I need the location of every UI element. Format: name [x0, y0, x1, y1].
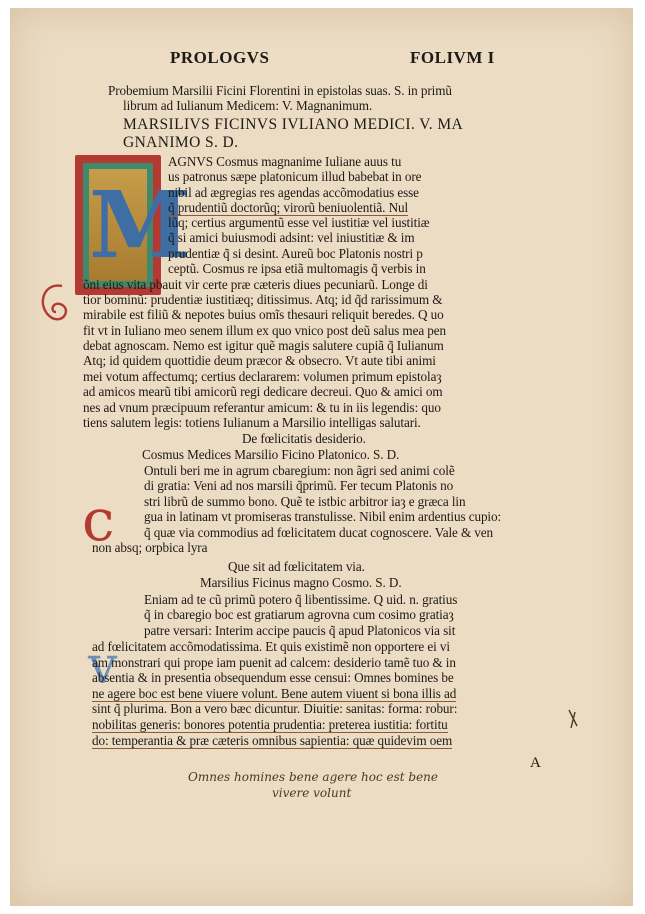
text-line-17: debat agnoscam. Nemo est igitur quẽ magis salutere cupiã q̃ Iulianum: [83, 338, 444, 353]
text-line-16: fit vt in Iuliano meo senem illum ex quo vnico post deũ salus mea pen: [83, 323, 447, 338]
red-flourish-ornament: [32, 278, 76, 328]
text-line-42: do: temperantia & præ cæteris omnibus sapientia: quæ quidevim oem: [92, 733, 453, 748]
text-line-19: mei votum affectumq; certius declararem: volumen primum epistolaȝ: [83, 369, 442, 384]
running-head-left: PROLOGVS: [170, 48, 270, 67]
initial-letter-m: M: [89, 171, 191, 279]
text-line-21: nes ad vnum præcipuum referantur amicum: & tu in iis legendis: quo: [83, 400, 441, 415]
red-initial-c: c: [82, 486, 115, 554]
blue-initial-v: v: [88, 636, 118, 696]
text-line-15: mirabile est filiũ & nepotes buius omĩs thesauri reliquit beredes. Q uo: [83, 307, 444, 322]
text-line-5: AGNVS Cosmus magnanime Iuliane auus tu: [168, 154, 402, 169]
text-line-22: tiens salutem legis: totiens Iulianum a Marsilio intelligas salutari.: [83, 415, 421, 430]
text-line-33: Eniam ad te cũ primũ potero q̃ libentissime. Q uid. n. gratius: [144, 592, 458, 607]
text-line-35: patre versari: Interim accipe paucis q̃ apud Platonicos via sit: [144, 623, 456, 638]
text-line-36: ad fœlicitatem accõmodatissima. Et quis existimẽ non opportere ei vi: [92, 639, 450, 654]
text-line-3: MARSILIVS FICINVS IVLIANO MEDICI. V. MA: [123, 116, 464, 133]
text-line-23: De fœlicitatis desiderio.: [242, 431, 366, 446]
margin-pen-mark: [565, 706, 585, 736]
text-line-14: tior bominũ: prudentiæ iustitiæq; ditissimus. Atq; id q̃d rarissimum &: [83, 292, 443, 307]
text-line-13: õni eius vita pbauit vir certe præ cæteris diues pecuniarũ. Longe di: [83, 277, 428, 292]
text-line-37: am monstrari qui prope iam puenit ad calcem: desiderio tamẽ tuo & in: [92, 655, 456, 670]
text-line-29: q̃ quæ via commodius ad fœlicitatem ducat cognoscere. Vale & ven: [144, 525, 494, 540]
text-line-41: nobilitas generis: bonores potentia prudentia: preterea iustitia: fortitu: [92, 717, 448, 732]
text-line-2: librum ad Iulianum Medicem: V. Magnanimum.: [123, 98, 373, 113]
text-line-6: us patronus sæpe platonicum illud babebat in ore: [168, 169, 422, 184]
text-line-30: non absq; orpbica lyra: [92, 540, 208, 555]
text-line-40: sint q̃ plurima. Bon a vero bæc dicuntur. Diuitie: sanitas: forma: robur:: [92, 701, 458, 716]
text-line-28: gua in latinam vt promiseras transtulisse. Nibil enim ardentius cupio:: [144, 509, 502, 524]
running-head-right: FOLIVM I: [410, 48, 495, 67]
text-line-39: ne agere boc est bene viuere volunt. Bene autem viuent si bona illis ad: [92, 686, 457, 701]
text-line-20: ad amicos mearũ tibi amicorũ regi dedicare decreui. Quo & amici om: [83, 384, 443, 399]
illuminated-initial-m: [75, 155, 191, 295]
text-line-12: ceptũ. Cosmus re ipsa etiã multomagis q̃ verbis in: [168, 261, 426, 276]
text-line-31: Que sit ad fœlicitatem via.: [228, 559, 365, 574]
text-line-26: di gratia: Veni ad nos marsili q̃primũ. Fer tecum Platonis no: [144, 478, 454, 493]
text-line-24: Cosmus Medices Marsilio Ficino Platonico. S. D.: [142, 447, 400, 462]
text-line-27: stri librũ de summo bono. Quẽ te istbic arbitror iaȝ e græca lin: [144, 494, 466, 509]
text-line-18: Atq; id quidem quottidie deum præcor & obsecro. Vt aute tibi animi: [83, 353, 436, 368]
marginal-note-line-1: Omnes homines bene agere hoc est bene: [188, 770, 439, 784]
text-line-32: Marsilius Ficinus magno Cosmo. S. D.: [200, 575, 402, 590]
signature-mark: A: [530, 755, 541, 771]
text-line-8: q̃ prudentiũ doctorũq; virorũ beniuolentiã. Nul: [168, 200, 409, 215]
folio-page: [10, 8, 633, 906]
text-line-25: Ontuli beri me in agrum cbaregium: non ãgri sed animi colẽ: [144, 463, 455, 478]
text-line-1: Probemium Marsilii Ficini Florentini in epistolas suas. S. in primũ: [108, 83, 452, 98]
marginal-note-line-2: vivere volunt: [272, 786, 352, 800]
text-line-9: lũq; certius argumentũ esse vel iustitiæ vel iustitiæ: [168, 215, 430, 230]
text-line-34: q̃ in cbaregio boc est gratiarum agrovna cum cosimo gratiaȝ: [144, 607, 454, 622]
text-line-7: nibil ad ægregias res agendas accõmodatius esse: [168, 185, 419, 200]
text-line-4: GNANIMO S. D.: [123, 134, 239, 151]
text-line-10: q̃ si amici buiusmodi adsint: vel iniustitiæ & im: [168, 230, 415, 245]
text-line-38: absentia & in presentia obsequendum esse censui: Omnes bomines be: [92, 670, 454, 685]
text-line-11: prudentiæ q̃ si desint. Aureũ boc Platonis nostri p: [168, 246, 423, 261]
